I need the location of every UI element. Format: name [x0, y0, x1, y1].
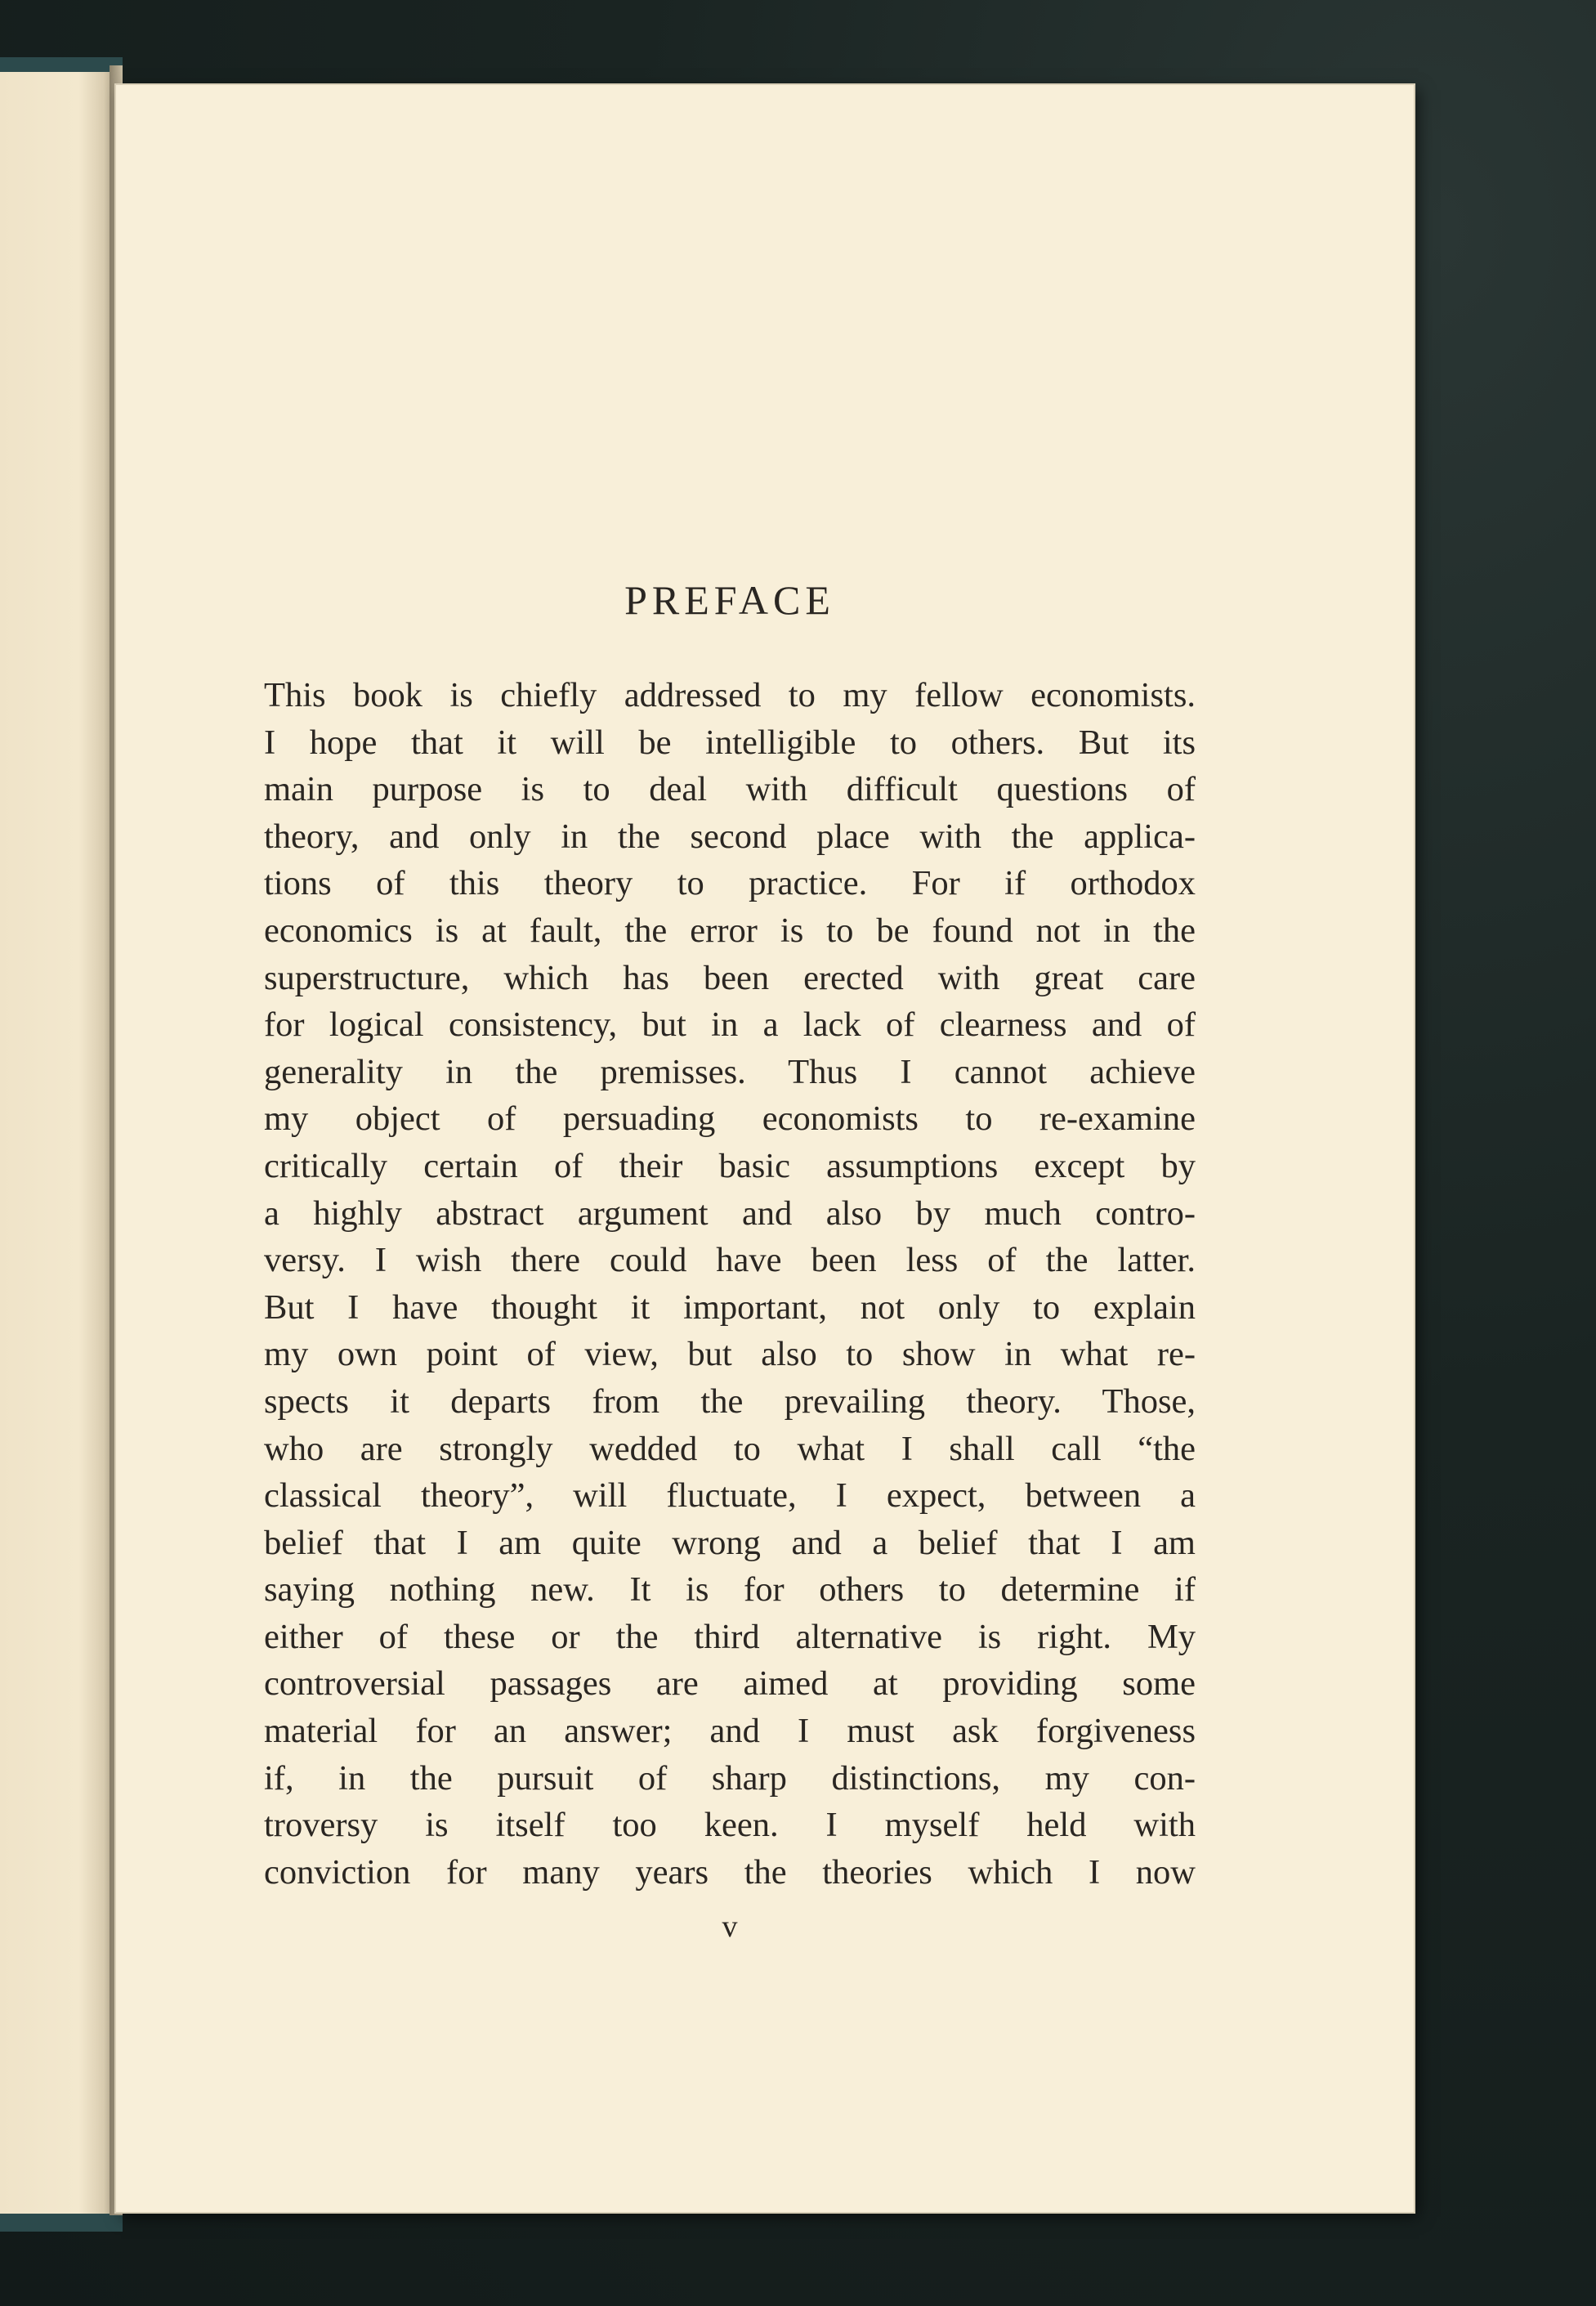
page-title: PREFACE	[624, 577, 835, 623]
text-line: economics is at fault, the error is to be found not in the	[264, 911, 1196, 950]
text-line: belief that I am quite wrong and a belief that I am	[264, 1523, 1196, 1562]
text-line: theory, and only in the second place with the applica-	[264, 817, 1196, 856]
text-line: critically certain of their basic assumptions except by	[264, 1146, 1196, 1185]
preface-paragraph	[264, 672, 1196, 1896]
text-line: generality in the premisses. Thus I cannot achieve	[264, 1052, 1196, 1091]
text-line: who are strongly wedded to what I shall call “the	[264, 1429, 1196, 1468]
page-number: v	[722, 1910, 738, 1945]
text-line: my own point of view, but also to show in what re-	[264, 1335, 1196, 1374]
text-line: material for an answer; and I must ask forgiveness	[264, 1712, 1196, 1751]
text-line: a highly abstract argument and also by much contro-	[264, 1193, 1196, 1233]
text-line: I hope that it will be intelligible to others. But its	[264, 723, 1196, 762]
text-line: either of these or the third alternative is right. My	[264, 1617, 1196, 1656]
text-line: tions of this theory to practice. For if orthodox	[264, 864, 1196, 903]
text-line: But I have thought it important, not only to explain	[264, 1287, 1196, 1327]
text-line: controversial passages are aimed at providing some	[264, 1664, 1196, 1704]
text-line: versy. I wish there could have been less of the latter.	[264, 1241, 1196, 1280]
text-line: superstructure, which has been erected with great care	[264, 958, 1196, 997]
text-line: troversy is itself too keen. I myself held with	[264, 1806, 1196, 1845]
text-line: my object of persuading economists to re-examine	[264, 1099, 1196, 1139]
text-line: This book is chiefly addressed to my fellow economists.	[264, 676, 1196, 714]
text-line: for logical consistency, but in a lack of clearness and of	[264, 1005, 1196, 1045]
book-page	[116, 85, 1414, 2212]
text-line: conviction for many years the theories which I now	[264, 1852, 1196, 1892]
text-line: spects it departs from the prevailing theory. Those,	[264, 1381, 1196, 1421]
text-line: saying nothing new. It is for others to determine if	[264, 1570, 1196, 1610]
text-line: main purpose is to deal with difficult questions of	[264, 770, 1196, 809]
text-line: classical theory”, will fluctuate, I expect, between a	[264, 1476, 1196, 1516]
text-line: if, in the pursuit of sharp distinctions, my con-	[264, 1758, 1196, 1798]
page-text-block	[264, 575, 1196, 1943]
left-page-edge	[0, 72, 113, 2214]
